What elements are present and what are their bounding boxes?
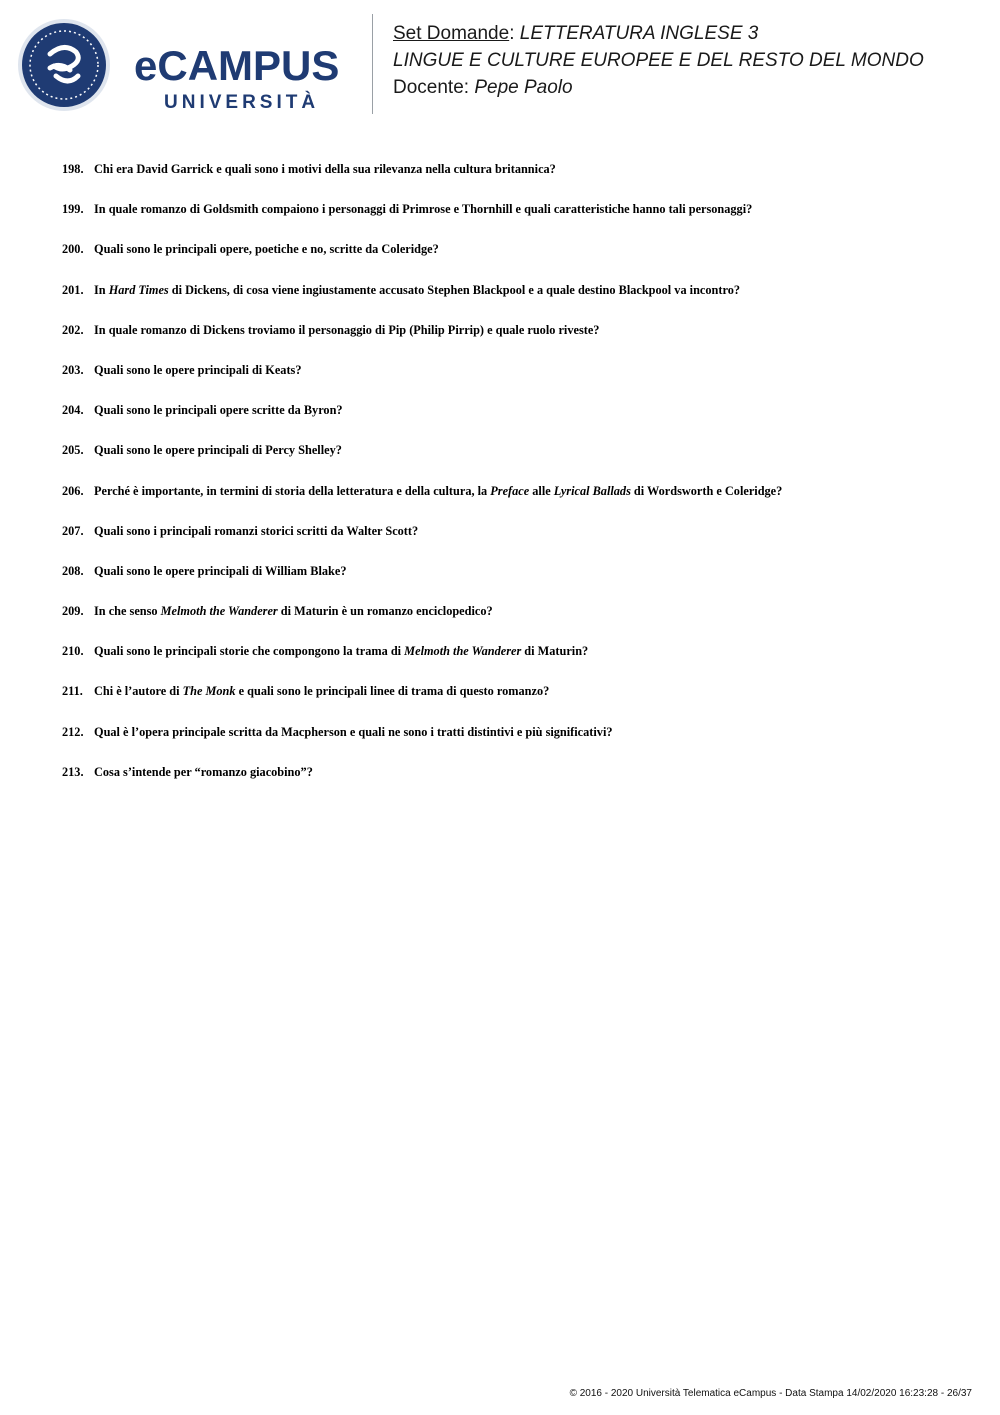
question-number: 203.: [62, 362, 84, 377]
question-item: [62, 443, 962, 483]
question-text: [94, 242, 439, 282]
question-text-part: In: [94, 282, 109, 297]
question-text: [94, 283, 740, 323]
question-item: [62, 725, 962, 765]
question-text-part: Quali sono le principali opere scritte da Byron?: [94, 403, 343, 418]
question-text-part: Cosa s’intende per “romanzo giacobino”?: [94, 764, 313, 779]
question-text-part: di Maturin?: [521, 644, 589, 659]
header-divider: [372, 14, 373, 114]
question-title-italic: Melmoth the Wanderer: [404, 644, 522, 659]
set-separator: :: [509, 23, 515, 44]
question-item: [62, 604, 962, 644]
question-item: [62, 363, 962, 403]
teacher-name: Pepe Paolo: [474, 77, 573, 98]
question-item: [62, 684, 962, 724]
question-text: [94, 162, 556, 202]
question-text-part: Qual è l’opera principale scritta da Macpherson e quali ne sono i tratti distintivi e più significativi?: [94, 724, 613, 739]
question-text-part: In quale romanzo di Dickens troviamo il personaggio di Pip (Philip Pirrip) e quale ruolo riveste?: [94, 322, 600, 337]
header-line-teacher: [393, 74, 924, 101]
question-list: [62, 162, 962, 805]
question-number: 201.: [62, 282, 84, 297]
question-title-italic: Preface: [490, 483, 530, 498]
question-number: 211.: [62, 684, 83, 699]
question-text-part: Quali sono le principali opere, poetiche e no, scritte da Coleridge?: [94, 242, 439, 257]
question-text: [94, 323, 599, 363]
question-text-part: Quali sono le principali storie che compongono la trama di: [94, 644, 405, 659]
question-text: [94, 765, 313, 805]
question-item: [62, 765, 962, 805]
question-number: 200.: [62, 242, 84, 257]
question-text-part: e quali sono le principali linee di trama di questo romanzo?: [235, 684, 550, 699]
question-text: [94, 363, 301, 403]
question-text: [94, 644, 588, 684]
document-header: [393, 20, 924, 101]
question-number: 205.: [62, 443, 84, 458]
question-text: [94, 564, 346, 604]
question-title-italic: Hard Times: [108, 282, 169, 297]
set-label: Set Domande: [393, 23, 510, 44]
question-item: [62, 283, 962, 323]
question-text-part: Perché è importante, in termini di storia della letteratura e della cultura, la: [94, 483, 491, 498]
logo-brand: eCAMPUS: [134, 42, 340, 89]
question-text-part: Chi era David Garrick e quali sono i motivi della sua rilevanza nella cultura britannica?: [94, 162, 556, 176]
question-number: 209.: [62, 604, 84, 619]
question-item: [62, 484, 962, 524]
question-item: [62, 323, 962, 363]
question-number: 206.: [62, 483, 84, 498]
question-number: 199.: [62, 202, 84, 217]
question-item: [62, 644, 962, 684]
question-text-part: alle: [529, 483, 554, 498]
question-text-part: Quali sono le opere principali di Keats?: [94, 362, 302, 377]
question-item: [62, 202, 962, 242]
question-text: [94, 202, 752, 242]
question-item: [62, 242, 962, 282]
question-number: 207.: [62, 523, 84, 538]
question-number: 213.: [62, 764, 84, 779]
question-item: [62, 524, 962, 564]
question-text-part: Chi è l’autore di: [94, 684, 183, 699]
question-title-italic: The Monk: [182, 684, 236, 699]
question-text-part: di Maturin è un romanzo enciclopedico?: [277, 604, 493, 619]
question-number: 198.: [62, 162, 84, 176]
degree-name: LINGUE E CULTURE EUROPEE E DEL RESTO DEL MONDO: [393, 50, 924, 71]
question-text-part: In che senso: [94, 604, 161, 619]
question-number: 204.: [62, 403, 84, 418]
question-text: [94, 524, 418, 564]
ecampus-logo: [16, 16, 356, 114]
question-text: [94, 684, 549, 724]
footer-copyright: © 2016 - 2020 Università Telematica eCampus - Data Stampa 14/02/2020 16:23:28 - 26/37: [569, 1388, 972, 1399]
question-text: [94, 403, 343, 443]
question-number: 210.: [62, 644, 84, 659]
header-line-course: [393, 20, 924, 47]
teacher-label: Docente:: [393, 77, 470, 98]
question-item: [62, 403, 962, 443]
question-text-part: di Dickens, di cosa viene ingiustamente accusato Stephen Blackpool e a quale destino Blackpool va incontro?: [168, 282, 741, 297]
question-text: [94, 443, 342, 483]
question-number: 208.: [62, 563, 84, 578]
question-text-part: Quali sono le opere principali di Percy Shelley?: [94, 443, 342, 458]
question-text: [94, 604, 493, 644]
question-item: [62, 162, 962, 202]
logo-subtitle: UNIVERSITÀ: [164, 92, 320, 113]
course-name: LETTERATURA INGLESE 3: [519, 23, 759, 44]
question-text-part: di Wordsworth e Coleridge?: [630, 483, 783, 498]
question-item: [62, 564, 962, 604]
question-title-italic: Melmoth the Wanderer: [160, 604, 278, 619]
question-number: 212.: [62, 724, 84, 739]
question-text: [94, 484, 782, 524]
question-text-part: Quali sono i principali romanzi storici scritti da Walter Scott?: [94, 523, 419, 538]
question-text-part: In quale romanzo di Goldsmith compaiono i personaggi di Primrose e Thornhill e quali caratteristiche hanno tali personaggi?: [94, 202, 753, 217]
question-text-part: Quali sono le opere principali di William Blake?: [94, 563, 347, 578]
question-text: [94, 725, 613, 765]
question-number: 202.: [62, 322, 84, 337]
question-title-italic: Lyrical Ballads: [553, 483, 631, 498]
